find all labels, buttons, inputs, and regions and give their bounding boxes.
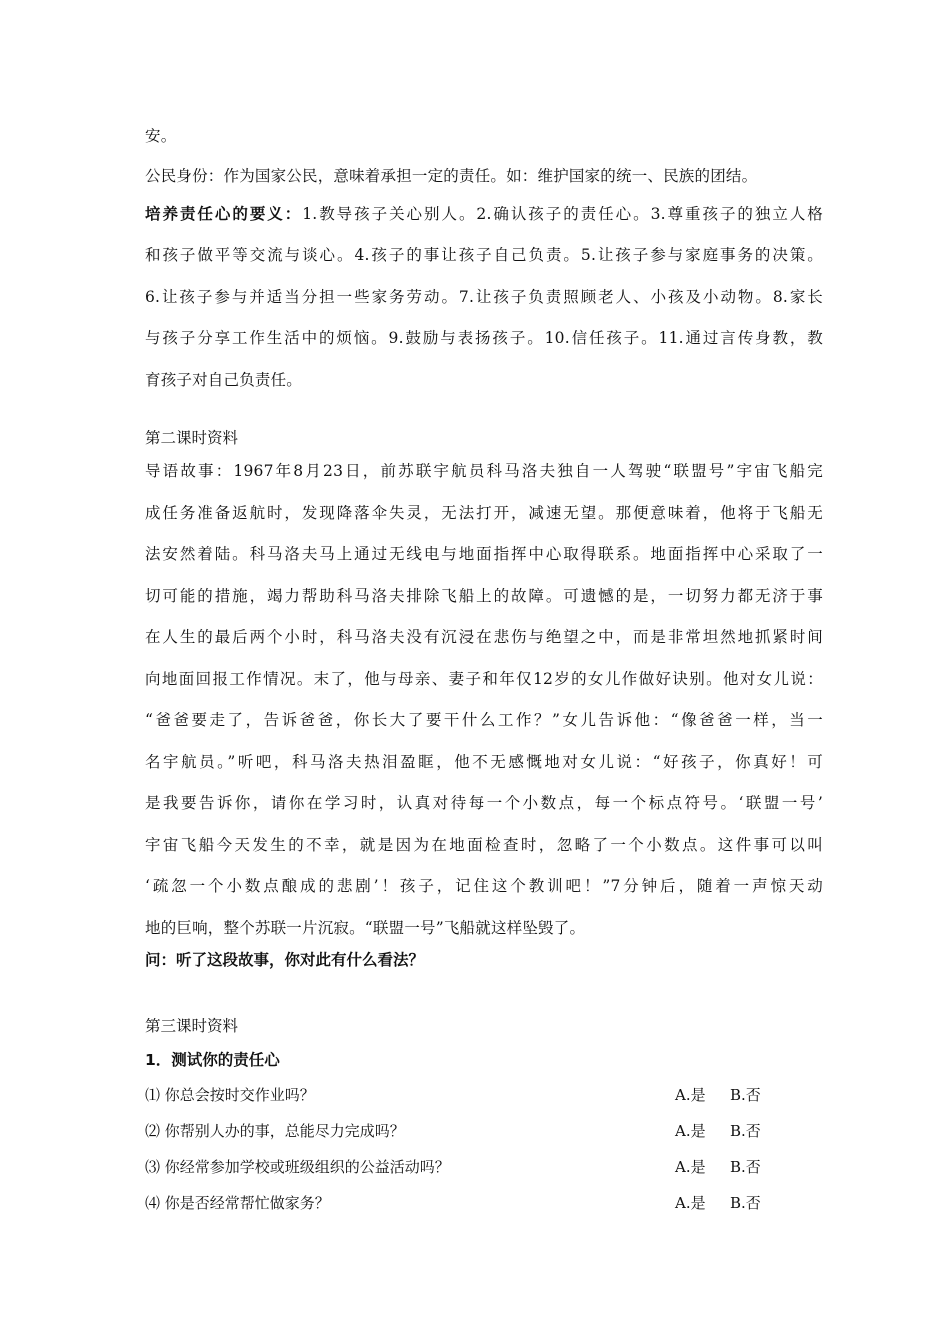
quiz-question-text: ⑷ 你是否经常帮忙做家务？: [145, 1194, 330, 1212]
text-line: 导语故事：1967年8月23日，前苏联宇航员科马洛夫独自一人驾驶“联盟号”宇宙飞船完: [145, 462, 823, 480]
quiz-option-yes: A.是: [675, 1086, 706, 1104]
text-line: 名宇航员。”听吧，科马洛夫热泪盈眶，他不无感慨地对女儿说：“好孩子，你真好！可: [145, 752, 823, 771]
section1-paragraph: [145, 116, 823, 401]
text-line: 地的巨响，整个苏联一片沉寂。“联盟一号”飞船就这样坠毁了。: [145, 918, 586, 937]
quiz-option-no: B.否: [730, 1158, 761, 1176]
quiz-question-text: ⑶ 你经常参加学校或班级组织的公益活动吗？: [145, 1158, 450, 1176]
text-line: 向地面回报工作情况。末了，他与母亲、妻子和年仅12岁的女儿作做好诀别。他对女儿说：: [145, 669, 823, 688]
quiz-option-yes: A.是: [675, 1158, 706, 1176]
quiz-option-no: B.否: [730, 1194, 761, 1212]
text-line: 成任务准备返航时，发现降落伞失灵，无法打开，减速无望。那便意味着，他将于飞船无: [145, 503, 823, 522]
quiz-option-yes: A.是: [675, 1122, 706, 1140]
text-line: 在人生的最后两个小时，科马洛夫没有沉浸在悲伤与绝望之中，而是非常坦然地抓紧时间: [145, 628, 823, 646]
section3-title: 第三课时资料: [145, 1017, 239, 1035]
quiz-option-no: B.否: [730, 1086, 761, 1104]
text-line: 公民身份：作为国家公民，意味着承担一定的责任。如：维护国家的统一、民族的团结。: [145, 166, 758, 185]
key-points-label: 培养责任心的要义：: [145, 204, 303, 223]
section2-title: 第二课时资料: [145, 429, 239, 447]
text-line: 6.让孩子参与并适当分担一些家务劳动。7.让孩子负责照顾老人、小孩及小动物。8.家长: [145, 287, 823, 306]
text-line: 切可能的措施，竭力帮助科马洛夫排除飞船上的故障。可遗憾的是，一切努力都无济于事: [145, 586, 823, 605]
text-line: 宇宙飞船今天发生的不幸，就是因为在地面检查时，忽略了一个小数点。这件事可以叫: [145, 835, 823, 854]
section2-question: 问：听了这段故事，你对此有什么看法？: [145, 951, 425, 969]
quiz-option-yes: A.是: [675, 1194, 706, 1212]
quiz-question-text: ⑵ 你帮别人办的事，总能尽力完成吗？: [145, 1122, 405, 1140]
key-points-text: 1.教导孩子关心别人。2.确认孩子的责任心。3.尊重孩子的独立人格: [302, 204, 823, 223]
key-points-line: [145, 194, 823, 236]
quiz-option-no: B.否: [730, 1122, 761, 1140]
text-line: ‘疏忽一个小数点酿成的悲剧’！孩子，记住这个教训吧！”7分钟后，随着一声惊天动: [145, 877, 823, 895]
quiz-question-text: ⑴ 你总会按时交作业吗？: [145, 1086, 315, 1104]
text-line: 法安然着陆。科马洛夫马上通过无线电与地面指挥中心取得联系。地面指挥中心采取了一: [145, 545, 823, 563]
text-line: 是我要告诉你，请你在学习时，认真对待每一个小数点，每一个标点符号。‘联盟一号’: [145, 794, 823, 812]
text-line: 育孩子对自己负责任。: [145, 370, 303, 389]
text-line: 和孩子做平等交流与谈心。4.孩子的事让孩子自己负责。5.让孩子参与家庭事务的决策。: [145, 246, 823, 264]
section2-story: [145, 451, 823, 949]
text-line: 与孩子分享工作生活中的烦恼。9.鼓励与表扬孩子。10.信任孩子。11.通过言传身教，教: [145, 329, 823, 347]
section3-subtitle: 1．测试你的责任心: [145, 1051, 280, 1069]
text-line: 安。: [145, 127, 177, 145]
text-line: “爸爸要走了，告诉爸爸，你长大了要干什么工作？”女儿告诉他：“像爸爸一样，当一: [145, 711, 823, 729]
